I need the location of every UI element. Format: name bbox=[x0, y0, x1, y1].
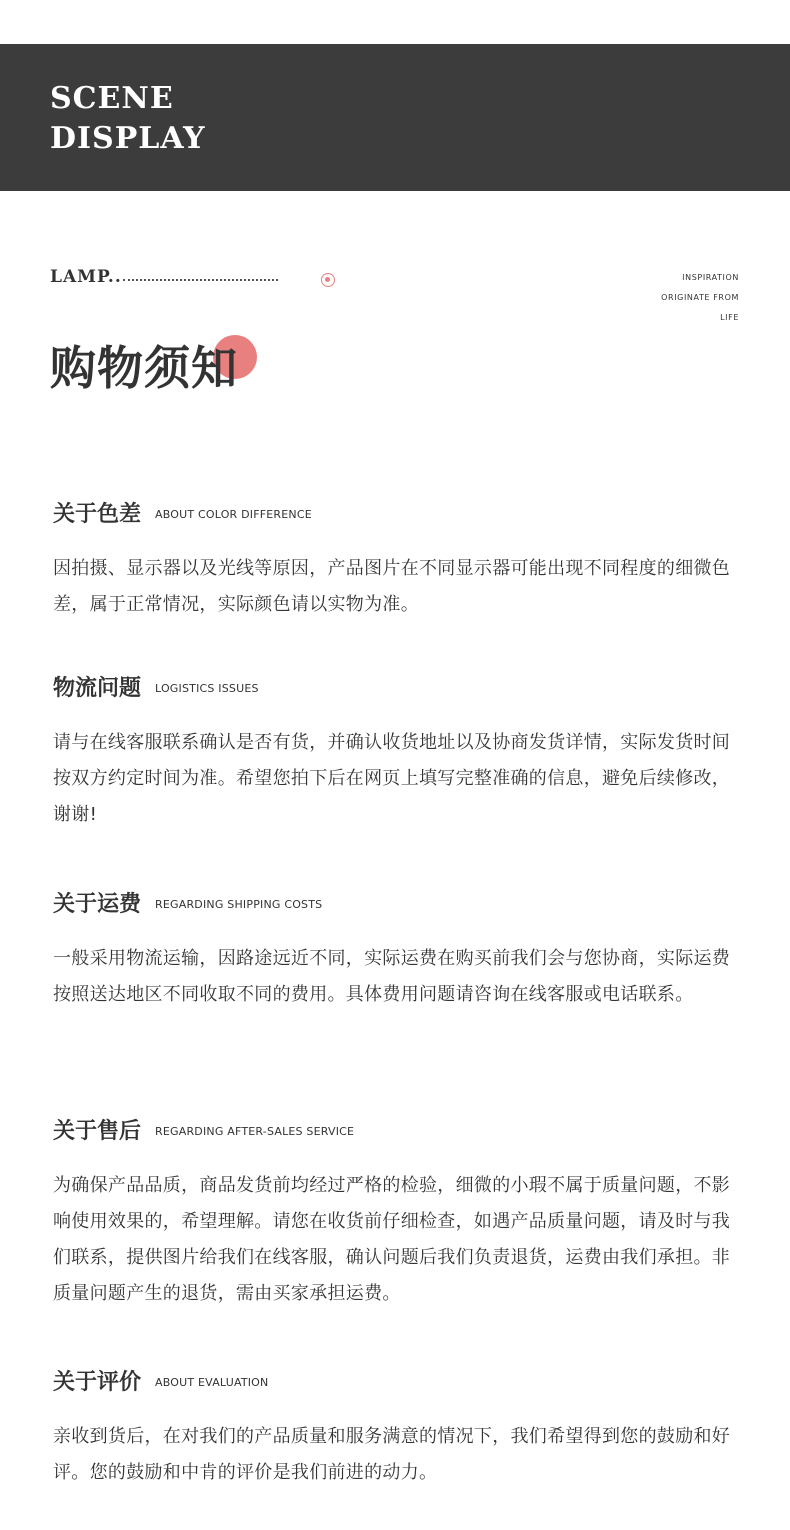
tagline-line-1: INSPIRATION bbox=[682, 273, 739, 282]
section-shipping-costs bbox=[53, 890, 743, 1013]
section-body: 亲收到货后，在对我们的产品质量和服务满意的情况下，我们希望得到您的鼓励和好评。您的鼓励和中肯的评价是我们前进的动力。 bbox=[53, 1426, 731, 1483]
section-color-difference bbox=[53, 500, 743, 623]
section-heading bbox=[53, 674, 743, 708]
section-body: 一般采用物流运输，因路途远近不同，实际运费在购买前我们会与您协商，实际运费按照送达地区不同收取不同的费用。具体费用问题请咨询在线客服或电话联系。 bbox=[53, 948, 731, 1005]
section-logistics bbox=[53, 674, 743, 833]
section-subtitle: REGARDING AFTER-SALES SERVICE bbox=[155, 1125, 355, 1138]
target-circle-icon bbox=[321, 273, 335, 287]
section-title: 关于评价 bbox=[53, 1370, 142, 1395]
banner-title-line-1: SCENE bbox=[50, 81, 174, 116]
section-subtitle: ABOUT EVALUATION bbox=[155, 1376, 269, 1389]
section-heading bbox=[53, 500, 743, 534]
section-after-sales bbox=[53, 1117, 743, 1312]
section-body: 请与在线客服联系确认是否有货，并确认收货地址以及协商发货详情，实际发货时间按双方约定时间为准。希望您拍下后在网页上填写完整准确的信息，避免后续修改，谢谢! bbox=[53, 732, 731, 825]
section-heading bbox=[53, 1117, 743, 1151]
section-subtitle: ABOUT COLOR DIFFERENCE bbox=[155, 508, 312, 521]
section-subtitle: LOGISTICS ISSUES bbox=[155, 682, 259, 695]
section-subtitle: REGARDING SHIPPING COSTS bbox=[155, 898, 323, 911]
inspiration-tagline bbox=[661, 268, 739, 328]
section-body: 为确保产品品质，商品发货前均经过严格的检验，细微的小瑕不属于质量问题，不影响使用效果的，希望理解。请您在收货前仔细检查，如遇产品质量问题，请及时与我们联系，提供图片给我们在线客服，确认问题后我们负责退货，运费由我们承担。非质量问题产生的退货，需由买家承担运费。 bbox=[53, 1175, 731, 1304]
header-banner bbox=[0, 44, 790, 191]
section-title: 关于售后 bbox=[53, 1119, 142, 1144]
tagline-line-3: LIFE bbox=[720, 313, 739, 322]
banner-title-line-2: DISPLAY bbox=[50, 121, 206, 156]
section-heading bbox=[53, 890, 743, 924]
section-body: 因拍摄、显示器以及光线等原因，产品图片在不同显示器可能出现不同程度的细微色差，属于正常情况，实际颜色请以实物为准。 bbox=[53, 558, 731, 615]
section-evaluation bbox=[53, 1368, 743, 1491]
page-title: 购物须知 bbox=[50, 341, 238, 395]
section-title: 关于运费 bbox=[53, 892, 142, 917]
tagline-line-2: ORIGINATE FROM bbox=[661, 293, 739, 302]
dotted-divider bbox=[123, 279, 278, 281]
section-title: 物流问题 bbox=[53, 676, 142, 701]
section-title: 关于色差 bbox=[53, 502, 142, 527]
lamp-label: LAMP.. bbox=[50, 267, 122, 287]
section-heading bbox=[53, 1368, 743, 1402]
